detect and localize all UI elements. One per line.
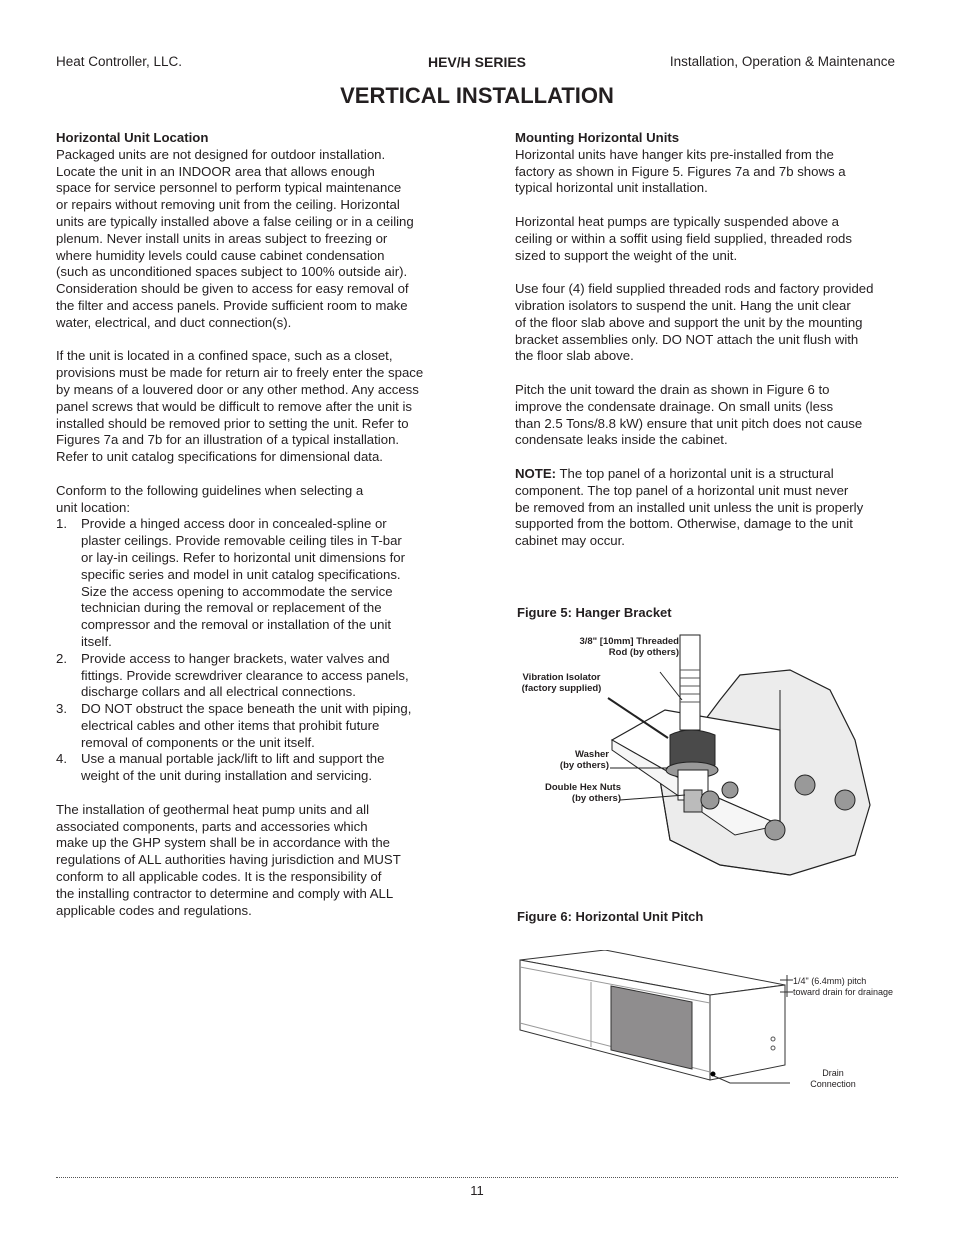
list-item: [56, 701, 456, 751]
note-label: NOTE:: [515, 465, 557, 481]
paragraph: Packaged units are not designed for outdoor installation. Locate the unit in an INDOOR area that allows enough space for service personnel to perform typical maintenance or repairs without removing unit from the ceiling. Horizontal units are typically installed above a false ceiling or in a ceiling plenum. Never install units in areas subject to freezing or where humidity levels could cause cabinet condensation (such as unconditioned spaces subject to 100% outside air). Consideration should be given to access for easy removal of the filter and access panels. Provide sufficient room to make water, electrical, and duct connection(s).: [56, 146, 414, 330]
right-column: [515, 130, 915, 567]
list-text: Use a manual portable jack/lift to lift and support the weight of the unit during installation and servicing.: [81, 751, 385, 784]
section-heading: Horizontal Unit Location: [56, 130, 209, 145]
list-number: 3.: [56, 701, 67, 717]
list-item: [56, 651, 456, 701]
figure-5-caption: Figure 5: Hanger Bracket: [517, 605, 672, 620]
washer-label: Washer (by others): [559, 749, 609, 771]
pitch-label: 1/4" (6.4mm) pitch toward drain for drainage: [793, 976, 894, 997]
left-column: [56, 130, 456, 936]
note-paragraph: [515, 466, 915, 550]
list-text: Provide a hinged access door in concealed-spline or plaster ceilings. Provide removable ceiling tiles in T-bar or lay-in ceilings. Refer to horizontal unit dimensions for specific series and model in unit catalog specifications. Size the access opening to accommodate the service technician during the removal or replacement of the compressor and the removal or installation of the unit itself.: [81, 516, 405, 649]
paragraph: Use four (4) field supplied threaded rods and factory provided vibration isolators to suspend the unit. Hang the unit clear of the floor slab above and support the unit by the mounting bracket assemblies only. DO NOT attach the unit flush with the floor slab above.: [515, 281, 874, 364]
paragraph: The installation of geothermal heat pump units and all associated components, parts and accessories which make up the GHP system shall be in accordance with the regulations of ALL authorities having jurisdiction and MUST conform to all applicable codes. It is the responsibility of the installing contractor to determine and comply with ALL applicable codes and regulations.: [56, 801, 401, 918]
header-company: Heat Controller, LLC.: [56, 54, 183, 69]
rod-label: 3/8" [10mm] Threaded Rod (by others): [579, 636, 679, 658]
list-text: Provide access to hanger brackets, water valves and fittings. Provide screwdriver clearance to access panels, discharge collars and all electrical connections.: [81, 650, 409, 700]
drain-label: Drain Connection: [810, 1068, 856, 1089]
nuts-label: Double Hex Nuts (by others): [544, 782, 621, 804]
hanger-bracket-illustration: [600, 630, 900, 880]
paragraph: Horizontal units have hanger kits pre-installed from the factory as shown in Figure 5. Figures 7a and 7b shows a typical horizontal unit installation.: [515, 146, 846, 196]
list-text: DO NOT obstruct the space beneath the unit with piping, electrical cables and other items that prohibit future removal of components or the unit itself.: [81, 701, 412, 750]
list-item: [56, 751, 456, 785]
figure-6-caption: Figure 6: Horizontal Unit Pitch: [517, 909, 704, 924]
list-number: 4.: [56, 751, 67, 767]
list-item: [56, 516, 456, 650]
list-number: 1.: [56, 516, 67, 532]
footer-divider: [56, 1177, 898, 1178]
page-number: 11: [470, 1183, 484, 1198]
isolator-label: Vibration Isolator (factory supplied): [521, 672, 602, 694]
paragraph: Conform to the following guidelines when selecting a unit location:: [56, 482, 364, 515]
paragraph: Pitch the unit toward the drain as shown in Figure 6 to improve the condensate drainage. On small units (less than 2.5 Tons/8.8 kW) ensure that unit pitch does not cause condensate leaks inside the cabinet.: [515, 381, 863, 448]
header-doc-type: Installation, Operation & Maintenance: [669, 54, 895, 69]
list-number: 2.: [56, 650, 67, 666]
paragraph: If the unit is located in a confined space, such as a closet, provisions must be made for return air to freely enter the space by means of a louvered door or any other method. Any access panel screws that would be difficult to remove after the unit is installed should be removed prior to setting the unit. Refer to Figures 7a and 7b for an illustration of a typical installation. Refer to unit catalog specifications for dimensional data.: [56, 348, 424, 465]
note-text: The top panel of a horizontal unit is a structural component. The top panel of a horizontal unit must never be removed from an installed unit unless the unit is properly supported from the bottom. Otherwise, damage to the unit cabinet may occur.: [515, 465, 864, 549]
page-title: VERTICAL INSTALLATION: [340, 83, 614, 108]
header-series: HEV/H SERIES: [427, 54, 527, 70]
unit-pitch-illustration: [515, 950, 795, 1090]
paragraph: Horizontal heat pumps are typically suspended above a ceiling or within a soffit using field supplied, threaded rods sized to support the weight of the unit.: [515, 213, 852, 263]
section-heading: Mounting Horizontal Units: [515, 130, 680, 145]
guideline-list: [56, 516, 456, 785]
